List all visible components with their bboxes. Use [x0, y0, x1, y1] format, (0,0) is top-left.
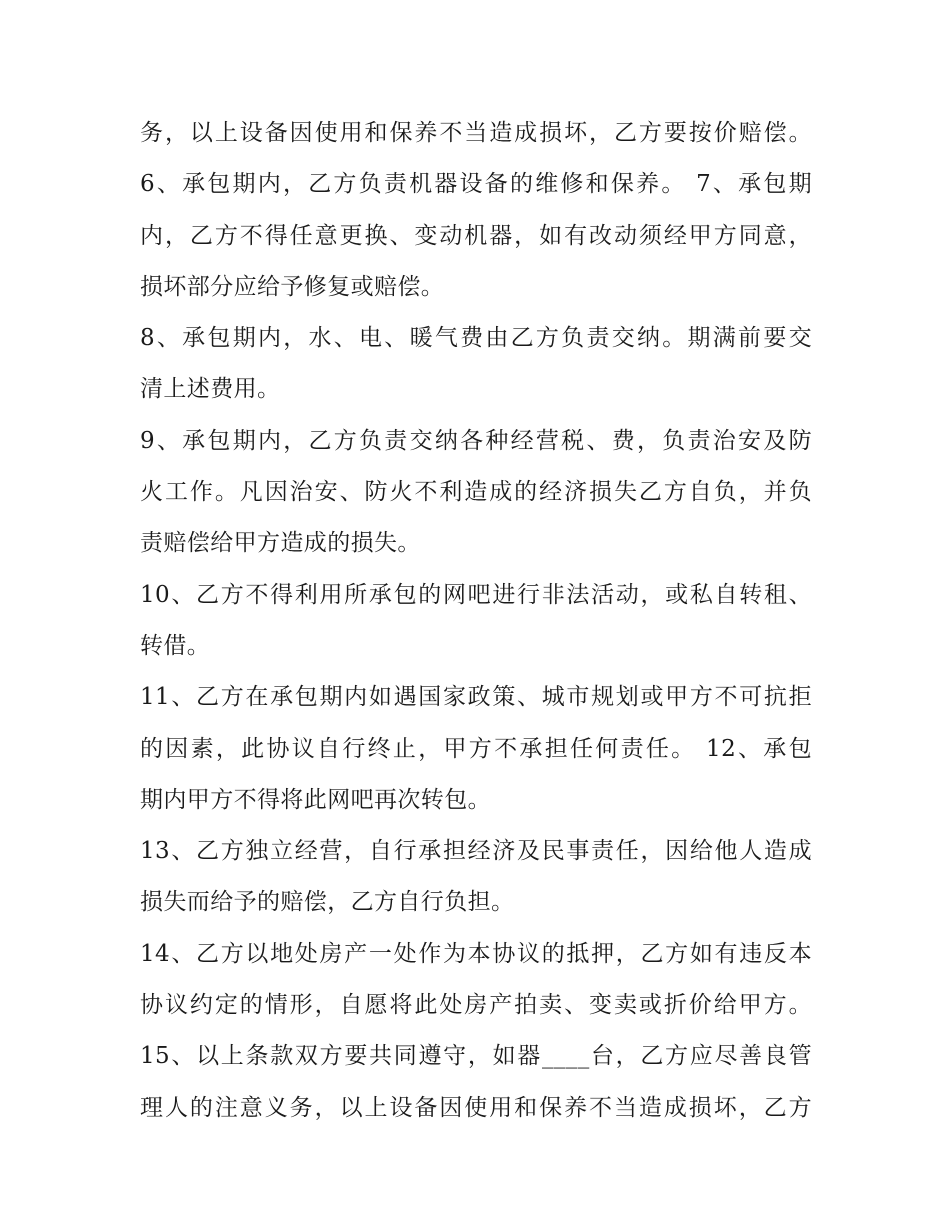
- text-line: 协议约定的情形，自愿将此处房产拍卖、变卖或折价给甲方。: [140, 992, 812, 1019]
- text-line: 15、以上条款双方要共同遵守，如器____台，乙方应尽善良管: [140, 1043, 812, 1070]
- text-line: 9、承包期内，乙方负责交纳各种经营税、费，负责治安及防: [140, 427, 812, 454]
- text-line: 10、乙方不得利用所承包的网吧进行非法活动，或私自转租、: [140, 581, 812, 608]
- text-line: 火工作。凡因治安、防火不利造成的经济损失乙方自负，并负: [140, 479, 812, 506]
- text-line: 损失而给予的赔偿，乙方自行负担。: [140, 889, 515, 916]
- text-line: 期内甲方不得将此网吧再次转包。: [140, 786, 491, 813]
- text-line: 8、承包期内，水、电、暖气费由乙方负责交纳。期满前要交: [140, 325, 812, 352]
- text-line: 转借。: [140, 632, 211, 659]
- text-line: 理人的注意义务，以上设备因使用和保养不当造成损坏，乙方: [140, 1094, 812, 1121]
- text-line: 务，以上设备因使用和保养不当造成损坏，乙方要按价赔偿。: [140, 120, 812, 146]
- text-line: 14、乙方以地处房产一处作为本协议的抵押，乙方如有违反本: [140, 940, 812, 967]
- text-line: 内，乙方不得任意更换、变动机器，如有改动须经甲方同意，: [140, 222, 812, 249]
- text-line: 的因素，此协议自行终止，甲方不承担任何责任。 12、承包: [140, 735, 812, 762]
- text-line: 责赔偿给甲方造成的损失。: [140, 530, 421, 557]
- text-line: 6、承包期内，乙方负责机器设备的维修和保养。 7、承包期: [140, 171, 812, 198]
- text-line: 损坏部分应给予修复或赔偿。: [140, 273, 445, 300]
- document-body: [140, 108, 812, 1134]
- text-line: 13、乙方独立经营，自行承担经济及民事责任，因给他人造成: [140, 838, 812, 865]
- text-line: 11、乙方在承包期内如遇国家政策、城市规划或甲方不可抗拒: [140, 684, 812, 711]
- text-line: 清上述费用。: [140, 376, 281, 403]
